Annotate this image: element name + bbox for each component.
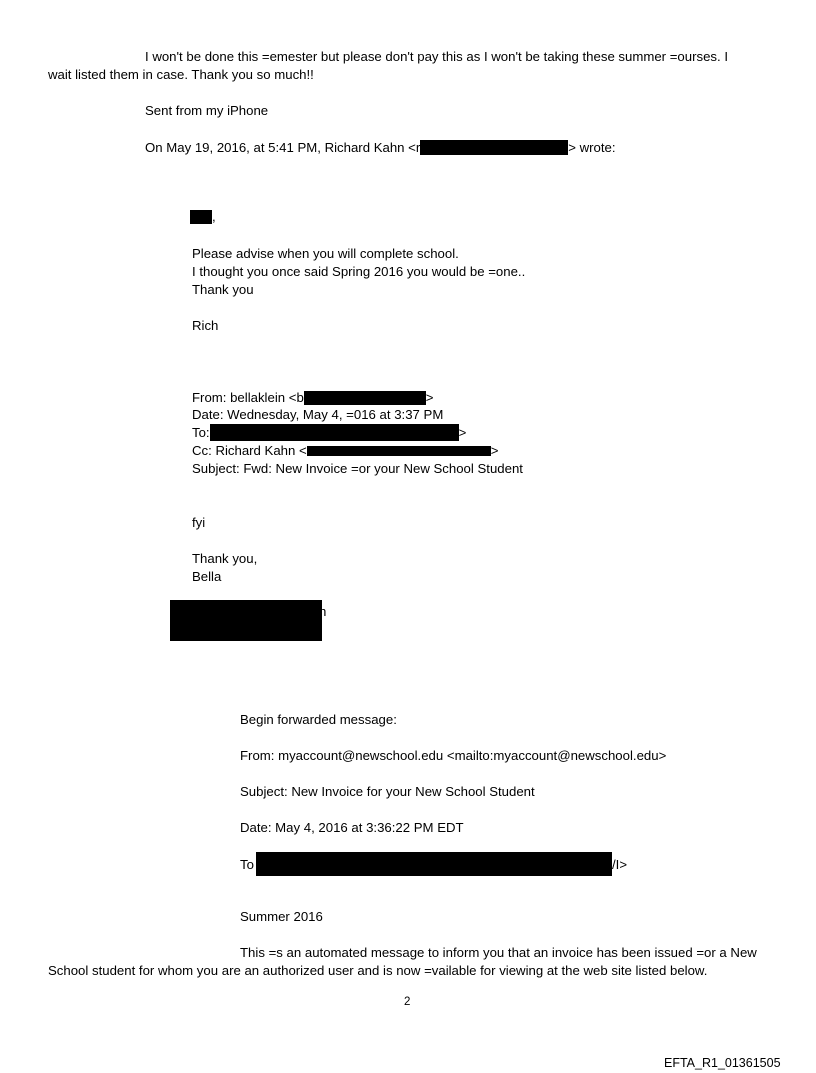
bella-cc-suffix: > (490, 443, 499, 458)
rich-body-line-1: Please advise when you will complete school. (192, 246, 459, 261)
greeting (190, 208, 216, 225)
quote-header (145, 139, 616, 156)
reply-signature: Sent from my iPhone (145, 103, 269, 118)
forwarded-date: Date: May 4, 2016 at 3:36:22 PM EDT (240, 820, 464, 835)
bates-number: EFTA_R1_01361505 (664, 1056, 781, 1070)
bella-subject: Subject: Fwd: New Invoice =or your New School Student (192, 461, 523, 476)
forwarded-to-redaction-box (256, 852, 612, 876)
greeting-suffix: , (212, 209, 216, 224)
reply-line-2: wait listed them in case. Thank you so much!! (48, 67, 314, 82)
bella-cc-prefix: Cc: Richard Kahn < (192, 443, 307, 458)
forwarded-to-prefix: To (240, 857, 254, 872)
rich-body-line-3: Thank you (192, 282, 254, 297)
bella-cc (192, 442, 498, 459)
bella-from-prefix: From: bellaklein <b (192, 390, 304, 405)
page-number: 2 (404, 996, 411, 1008)
forwarded-subject: Subject: New Invoice for your New School Student (240, 784, 535, 799)
bella-from-suffix: > (425, 390, 434, 405)
bella-to-prefix: To: (192, 425, 210, 440)
forwarded-to-suffix: /I> (612, 857, 628, 872)
forwarded-notice-line-2: School student for whom you are an authorized user and is now =vailable for viewing at the web site listed below. (48, 963, 708, 978)
quote-header-prefix: On May 19, 2016, at 5:41 PM, Richard Kahn <r (145, 140, 421, 155)
redaction-box (190, 210, 212, 224)
redaction-box (210, 424, 459, 441)
quote-header-suffix: > wrote: (568, 140, 616, 155)
forwarded-from: From: myaccount@newschool.edu <mailto:myaccount@newschool.edu> (240, 748, 667, 763)
signature-redaction-box (170, 600, 322, 641)
bella-to-suffix: > (458, 425, 467, 440)
forwarded-intro: Begin forwarded message: (240, 712, 397, 727)
redaction-box (420, 140, 568, 155)
bella-to (192, 424, 466, 441)
forwarded-notice-line-1: This =s an automated message to inform you that an invoice has been issued =or a New (240, 945, 757, 960)
bella-name: Bella (192, 569, 222, 584)
redaction-box (307, 446, 491, 456)
signature-fragment: h (319, 604, 327, 619)
bella-date: Date: Wednesday, May 4, =016 at 3:37 PM (192, 407, 444, 422)
bella-from (192, 389, 433, 406)
redaction-box (304, 391, 426, 405)
forwarded-term: Summer 2016 (240, 909, 323, 924)
reply-line-1: I won't be done this =emester but please don't pay this as I won't be taking these summer =ourses. I (145, 49, 728, 64)
rich-body-line-2: I thought you once said Spring 2016 you would be =one.. (192, 264, 526, 279)
rich-signoff: Rich (192, 318, 219, 333)
bella-closing: Thank you, (192, 551, 258, 566)
bella-body: fyi (192, 515, 206, 530)
